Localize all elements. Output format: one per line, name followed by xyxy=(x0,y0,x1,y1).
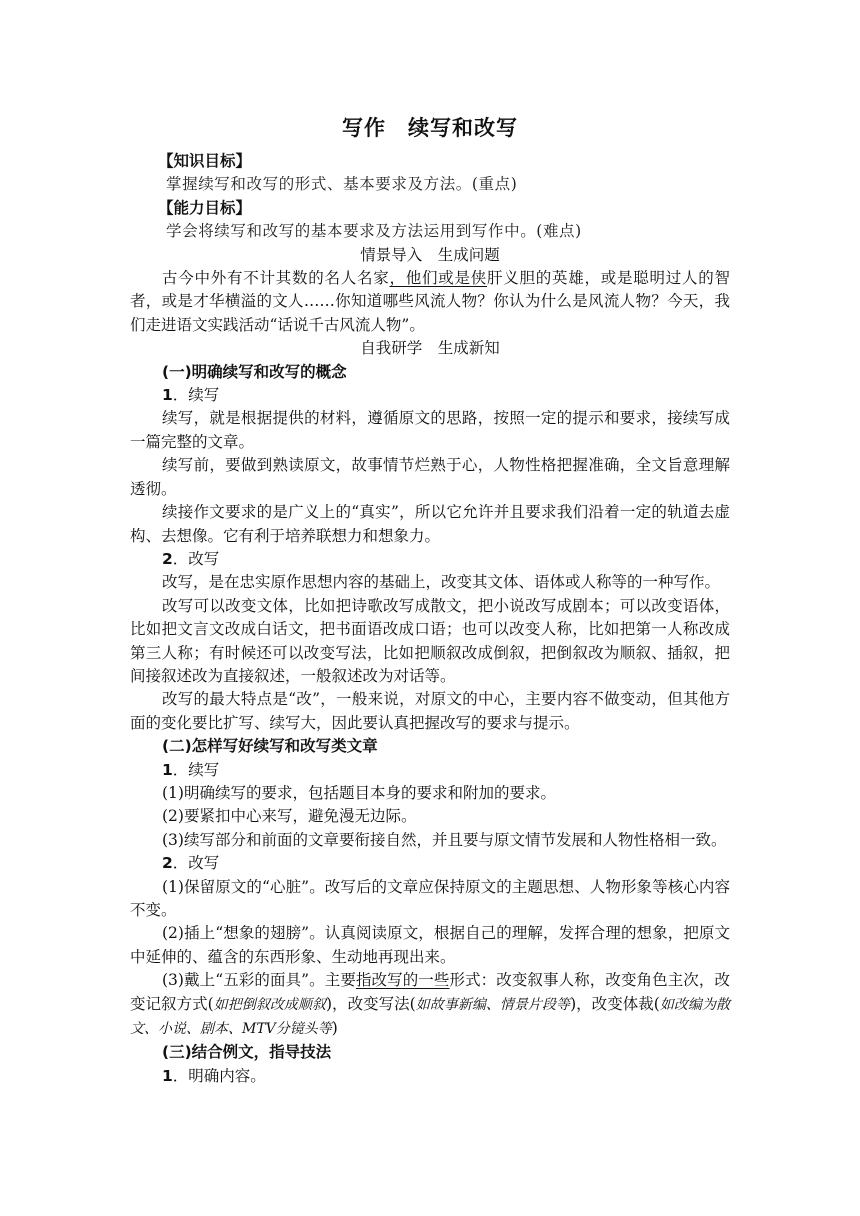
paragraph: 续写前，要做到熟读原文，故事情节烂熟于心，人物性格把握准确，全文旨意理解透彻。 xyxy=(130,456,730,498)
masks-text-b: 形式：改变叙事人称，改变角色主次，改变记叙方式( xyxy=(130,971,730,1013)
intro-text-start: 古今中外有不计其数的名人名家 xyxy=(162,269,390,288)
section1-heading: (一)明确续写和改写的概念 xyxy=(162,362,347,381)
section2-sub2-number: 2 xyxy=(162,854,173,873)
section1-sub2-title: ．改写 xyxy=(172,549,220,568)
study-heading: 自我研学 生成新知 xyxy=(360,339,500,358)
list-item: (3)续写部分和前面的文章要衔接自然，并且要与原文情节发展和人物性格相一致。 xyxy=(162,830,727,849)
section1-sub1-number: 1 xyxy=(162,386,173,405)
masks-text-d: )，改变体裁( xyxy=(570,994,660,1013)
knowledge-goal-heading: 【知识目标】 xyxy=(158,152,252,170)
intro-heading: 情景导入 生成问题 xyxy=(360,245,500,264)
section1-sub2-number: 2 xyxy=(162,549,173,568)
masks-example-3: 如改编为散文、小说、剧本、MTV分镜头等 xyxy=(130,996,730,1038)
paragraph: 续写，就是根据提供的材料，遵循原文的思路，按照一定的提示和要求，接续写成一篇完整的文章。 xyxy=(130,409,730,451)
paragraph: 改写，是在忠实原作思想内容的基础上，改变其文体、语体或人称等的一种写作。 xyxy=(162,573,721,592)
section3-sub1-number: 1 xyxy=(162,1066,173,1085)
intro-text-underlined: ，他们或是侠 xyxy=(389,269,487,288)
masks-text-underlined: 指改写的一些 xyxy=(355,971,450,990)
list-item-masks xyxy=(130,969,730,1041)
list-item: (1)保留原文的“心脏”。改写后的文章应保持原文的主题思想、人物形象等核心内容不变。 xyxy=(130,877,730,919)
knowledge-goal-text: 掌握续写和改写的形式、基本要求及方法。(重点) xyxy=(166,175,518,194)
section2-sub2-heading xyxy=(130,852,730,875)
paragraph: 改写的最大特点是“改”，一般来说，对原文的中心，主要内容不做变动，但其他方面的变化要比扩写、续写大，因此要认真把握改写的要求与提示。 xyxy=(130,690,730,732)
masks-example-2: 如故事新编、情景片段等 xyxy=(415,996,571,1013)
document-content xyxy=(130,112,730,1088)
section3-sub1-title: ．明确内容。 xyxy=(172,1066,266,1085)
section2-sub1-heading xyxy=(130,759,730,782)
ability-goal-text: 学会将续写和改写的基本要求及方法运用到写作中。(难点) xyxy=(166,222,582,241)
ability-goal-heading: 【能力目标】 xyxy=(158,198,252,217)
intro-text-end: 肝义胆的英雄，或是聪明过人的智者，或是才华横溢的文人……你知道哪些风流人物？你认为什么是风流人物？今天，我们走进语文实践活动“话说千古风流人物”。 xyxy=(130,269,730,334)
page-title: 写作 续写和改写 xyxy=(342,116,518,140)
masks-example-1: 如把倒叙改成顺叙 xyxy=(213,996,326,1013)
section3-heading: (三)结合例文，指导技法 xyxy=(162,1043,332,1062)
intro-paragraph xyxy=(130,267,730,337)
paragraph: 改写可以改变文体，比如把诗歌改写成散文，把小说改写成剧本；可以改变语体，比如把文言文改成白话文，把书面语改成口语；也可以改变人称，比如把第一人称改成第三人称；有时候还可以改变写法，比如把顺叙改成倒叙，把倒叙改为顺叙、插叙，把间接叙述改为直接叙述，一般叙述改为对话等。 xyxy=(130,596,730,685)
list-item: (2)插上“想象的翅膀”。认真阅读原文，根据自己的理解，发挥合理的想象，把原文中延伸的、蕴含的东西形象、生动地再现出来。 xyxy=(130,924,730,966)
section2-sub1-number: 1 xyxy=(162,760,173,779)
masks-text-c: )，改变写法( xyxy=(325,994,416,1013)
section2-sub2-title: ．改写 xyxy=(172,854,220,873)
section2-sub1-title: ．续写 xyxy=(172,760,220,779)
section1-sub2-heading xyxy=(130,548,730,571)
section3-sub1-heading xyxy=(130,1065,730,1088)
section2-heading: (二)怎样写好续写和改写类文章 xyxy=(162,737,378,756)
section1-sub1-title: ．续写 xyxy=(172,386,220,405)
list-item: (1)明确续写的要求，包括题目本身的要求和附加的要求。 xyxy=(162,783,556,802)
masks-text-e: ) xyxy=(331,1019,338,1038)
list-item: (2)要紧扣中心来写，避免漫无边际。 xyxy=(162,807,417,826)
masks-text-a: (3)戴上“五彩的面具”。主要 xyxy=(162,971,356,990)
section1-sub1-heading xyxy=(130,384,730,407)
paragraph: 续接作文要求的是广义上的“真实”，所以它允许并且要求我们沿着一定的轨道去虚构、去想像。它有利于培养联想力和想象力。 xyxy=(130,503,730,545)
